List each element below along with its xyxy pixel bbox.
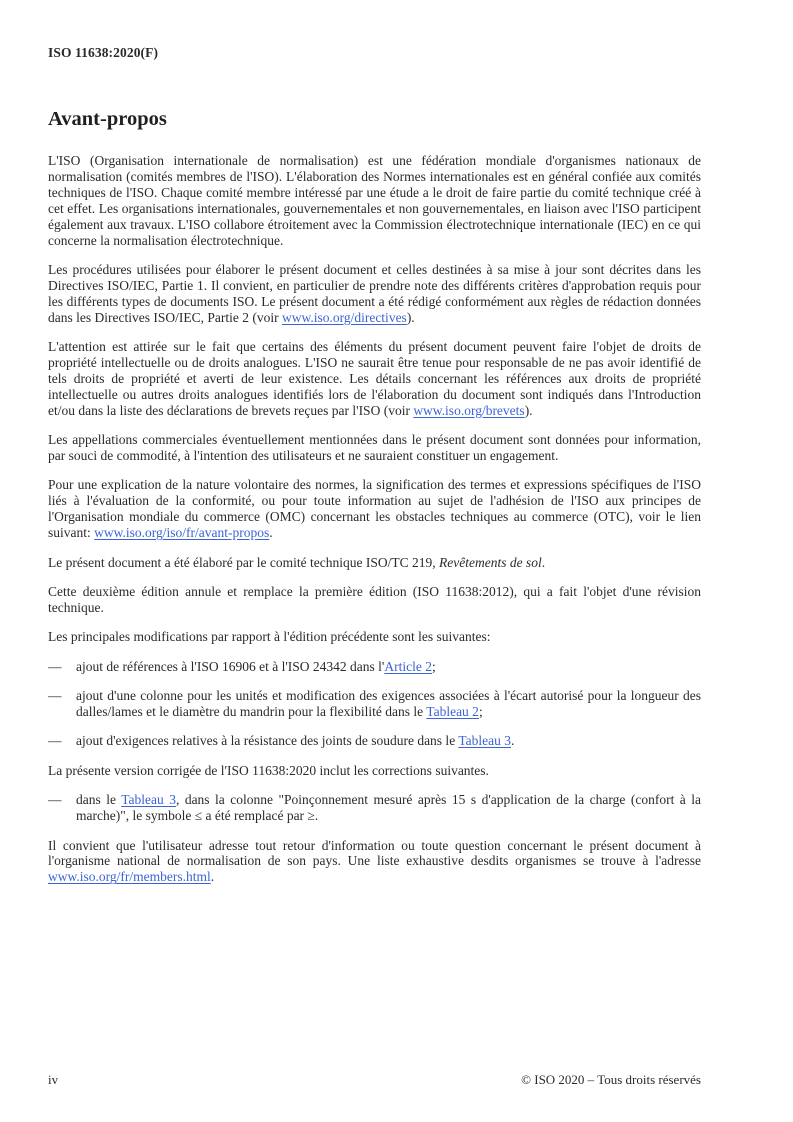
text-run: L'attention est attirée sur le fait que certains des éléments du présent document peuvent faire l'objet de droits de propriété intellectuelle ou de droits analogues. L'ISO ne saurait être tenue pour responsable de ne pas avoir identifié de tels droits de propriété et averti de leur existence. Les détails concernant les références aux droits de propriété intellectuelle ou autres droits analogues identifiés lors de l'élaboration du document sont indiqués dans l'Introduction et/ou dans la liste des déclarations de brevets reçues par l'ISO (voir	[48, 339, 701, 418]
paragraph	[48, 629, 701, 645]
text-run: ).	[406, 309, 415, 325]
text-run: La présente version corrigée de l'ISO 11638:2020 inclut les corrections suivantes.	[48, 762, 489, 778]
link-iso-avant-propos[interactable]: www.iso.org/iso/fr/avant-propos	[94, 525, 270, 541]
paragraph	[48, 432, 701, 464]
list-item	[48, 733, 701, 749]
list-dash: —	[48, 658, 62, 674]
text-run: Les appellations commerciales éventuellement mentionnées dans le présent document sont données pour information, par souci de commodité, à l'intention des utilisateurs et ne sauraient constituer un engagement.	[48, 432, 701, 463]
list-dash: —	[48, 792, 62, 808]
paragraph	[48, 262, 701, 326]
page-title: Avant-propos	[48, 108, 167, 130]
text-run: Pour une explication de la nature volontaire des normes, la signification des termes et expressions spécifiques de l'ISO liés à l'évaluation de la conformité, ou pour toute information au sujet de l'adhésion de l'ISO aux principes de l'Organisation mondiale du commerce (OMC) concernant les obstacles techniques au commerce (OTC), voir le lien suivant:	[48, 477, 701, 541]
text-run: .	[269, 525, 273, 541]
paragraph	[48, 477, 701, 541]
text-run: dans le	[76, 792, 122, 808]
paragraph	[48, 838, 701, 886]
link-iso-members[interactable]: www.iso.org/fr/members.html	[48, 869, 211, 885]
list-item	[48, 792, 701, 824]
text-run: .	[210, 869, 215, 885]
text-run: Le présent document a été élaboré par le comité technique ISO/TC 219,	[48, 554, 439, 570]
paragraph	[48, 153, 701, 248]
text-run: ajout d'exigences relatives à la résistance des joints de soudure dans le	[76, 733, 459, 749]
list-item-text	[76, 792, 701, 824]
document-body	[48, 153, 701, 899]
text-run: ;	[478, 703, 483, 719]
link-tableau-2[interactable]: Tableau 2	[426, 703, 479, 719]
text-run: Les principales modifications par rapport à l'édition précédente sont les suivantes:	[48, 629, 491, 645]
text-run: Il convient que l'utilisateur adresse tout retour d'information ou toute question concernant le présent document à l'organisme national de normalisation de son pays. Une liste exhaustive desdits organismes se trouve à l'adresse	[48, 837, 701, 869]
text-run: Cette deuxième édition annule et remplace la première édition (ISO 11638:2012), qui a fait l'objet d'une révision technique.	[48, 583, 701, 615]
paragraph	[48, 339, 701, 419]
list-dash: —	[48, 688, 62, 704]
page-number: iv	[48, 1072, 59, 1087]
list-item	[48, 659, 701, 675]
list-item-text	[76, 733, 701, 749]
link-tableau-3-correction[interactable]: Tableau 3	[121, 792, 176, 808]
text-run: .	[510, 733, 515, 749]
text-run: , dans la colonne "Poinçonnement mesuré après 15 s d'application de la charge (confort à la marche)", le symbole ≤ a été remplacé par ≥.	[76, 792, 702, 824]
text-run: Les procédures utilisées pour élaborer le présent document et celles destinées à sa mise à jour sont décrites dans les Directives ISO/IEC, Partie 1. Il convient, en particulier de prendre note des différents critères d'approbation requis pour les différents types de documents ISO. Le présent document a été rédigé conformément aux règles de rédaction données dans les Directives ISO/IEC, Partie 2 (voir	[48, 261, 701, 325]
paragraph	[48, 555, 701, 571]
document-header	[48, 45, 158, 61]
paragraph	[48, 763, 701, 779]
italic-text: Revêtements de sol	[438, 554, 542, 570]
link-iso-directives[interactable]: www.iso.org/directives	[281, 309, 407, 325]
document-reference: ISO 11638:2020(F)	[48, 45, 159, 60]
text-run: ajout de références à l'ISO 16906 et à l'ISO 24342 dans l'	[76, 658, 385, 674]
copyright-notice: © ISO 2020 – Tous droits réservés	[521, 1072, 701, 1087]
list-item-text	[76, 688, 701, 720]
text-run: ;	[431, 658, 436, 674]
text-run: L'ISO (Organisation internationale de normalisation) est une fédération mondiale d'organismes nationaux de normalisation (comités membres de l'ISO). L'élaboration des Normes internationales est en général confiée aux comités techniques de l'ISO. Chaque comité membre intéressé par une étude a le droit de faire partie du comité technique créé à cet effet. Les organisations internationales, gouvernementales et non gouvernementales, en liaison avec l'ISO participent également aux travaux. L'ISO collabore étroitement avec la Commission électrotechnique internationale (IEC) en ce qui concerne la normalisation électrotechnique.	[48, 153, 701, 248]
list-item-text	[76, 659, 701, 675]
link-tableau-3[interactable]: Tableau 3	[458, 733, 511, 749]
text-run: .	[541, 554, 546, 570]
text-run: ajout d'une colonne pour les unités et modification des exigences associées à l'écart autorisé pour la longueur des dalles/lames et le diamètre du mandrin pour la flexibilité dans le	[76, 688, 701, 719]
list-item	[48, 688, 701, 720]
list-dash: —	[48, 733, 62, 749]
paragraph	[48, 584, 701, 616]
text-run: ).	[524, 402, 533, 418]
link-iso-brevets[interactable]: www.iso.org/brevets	[413, 402, 525, 418]
link-article-2[interactable]: Article 2	[384, 658, 432, 674]
document-footer	[48, 1072, 701, 1088]
